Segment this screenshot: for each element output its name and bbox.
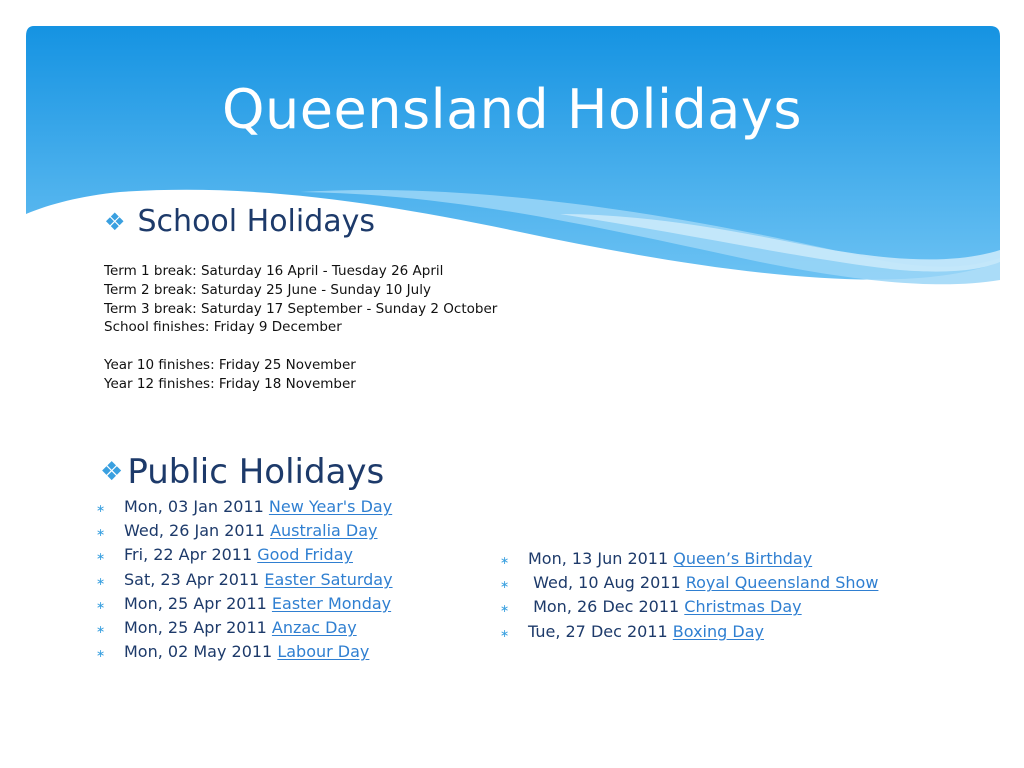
holiday-link[interactable]: New Year's Day <box>268 497 393 516</box>
holiday-item <box>500 572 878 596</box>
school-term-line: Term 3 break: Saturday 17 September - Sunday 2 October <box>104 300 498 317</box>
holiday-date: Sat, 23 Apr 2011 <box>124 569 265 589</box>
diamond-bullet-icon: ❖ <box>104 207 126 236</box>
asterisk-bullet-icon: ∗ <box>500 602 510 616</box>
holiday-item <box>96 593 393 617</box>
asterisk-bullet-icon: ∗ <box>96 526 106 540</box>
year-finish-line: Year 12 finishes: Friday 18 November <box>104 375 356 392</box>
holiday-date: Mon, 03 Jan 2011 <box>124 497 269 516</box>
holiday-link[interactable]: Anzac Day <box>271 618 357 638</box>
holiday-link[interactable]: Australia Day <box>270 521 378 541</box>
header-banner <box>0 0 1024 300</box>
holiday-link[interactable]: Easter Saturday <box>264 569 393 589</box>
holiday-item <box>96 617 393 641</box>
holiday-date: Tue, 27 Dec 2011 <box>528 621 673 641</box>
holiday-link[interactable]: Royal Queensland Show <box>685 573 879 593</box>
holiday-link[interactable]: Good Friday <box>257 545 353 565</box>
holiday-date: Mon, 26 Dec 2011 <box>528 597 685 617</box>
school-holidays-title: School Holidays <box>137 204 376 239</box>
public-holidays-list-left <box>96 496 393 665</box>
holiday-date: Mon, 25 Apr 2011 <box>124 593 272 613</box>
holiday-date: Fri, 22 Apr 2011 <box>124 545 258 565</box>
school-term-line: Term 2 break: Saturday 25 June - Sunday 10 July <box>104 281 431 298</box>
school-holidays-heading <box>104 204 375 239</box>
holiday-item <box>500 596 878 620</box>
holiday-date: Wed, 26 Jan 2011 <box>124 521 271 541</box>
asterisk-bullet-icon: ∗ <box>96 623 106 637</box>
holiday-link[interactable]: Easter Monday <box>271 593 392 613</box>
holiday-item <box>96 641 393 665</box>
asterisk-bullet-icon: ∗ <box>96 598 106 612</box>
school-term-line: School finishes: Friday 9 December <box>104 319 342 336</box>
school-holidays-details <box>104 262 497 394</box>
public-holidays-heading <box>100 452 384 492</box>
holiday-item <box>96 520 393 544</box>
holiday-item <box>500 548 878 572</box>
asterisk-bullet-icon: ∗ <box>96 647 106 661</box>
asterisk-bullet-icon: ∗ <box>500 554 510 567</box>
spacer <box>104 337 497 356</box>
asterisk-bullet-icon: ∗ <box>96 550 106 564</box>
year-finish-line: Year 10 finishes: Friday 25 November <box>104 356 356 373</box>
holiday-link[interactable]: Boxing Day <box>672 621 764 641</box>
holiday-item <box>96 496 393 520</box>
banner-background <box>26 26 1000 280</box>
asterisk-bullet-icon: ∗ <box>500 578 510 592</box>
asterisk-bullet-icon: ∗ <box>500 626 510 640</box>
holiday-date: Mon, 25 Apr 2011 <box>124 618 272 638</box>
page-title: Queensland Holidays <box>222 78 802 141</box>
holiday-link[interactable]: Labour Day <box>277 642 370 662</box>
asterisk-bullet-icon: ∗ <box>96 574 106 588</box>
holiday-link[interactable]: Christmas Day <box>684 597 802 617</box>
public-holidays-list-right <box>500 548 878 645</box>
holiday-date: Mon, 02 May 2011 <box>124 642 278 662</box>
school-term-line: Term 1 break: Saturday 16 April - Tuesday 26 April <box>104 263 444 279</box>
holiday-date: Mon, 13 Jun 2011 <box>528 549 674 568</box>
holiday-item <box>96 569 393 593</box>
asterisk-bullet-icon: ∗ <box>96 502 106 515</box>
holiday-item <box>500 621 878 645</box>
holiday-link[interactable]: Queen’s Birthday <box>673 549 813 568</box>
holiday-item <box>96 544 393 568</box>
holiday-date: Wed, 10 Aug 2011 <box>528 573 686 593</box>
diamond-bullet-icon: ❖ <box>100 457 124 487</box>
public-holidays-title: Public Holidays <box>127 452 385 492</box>
